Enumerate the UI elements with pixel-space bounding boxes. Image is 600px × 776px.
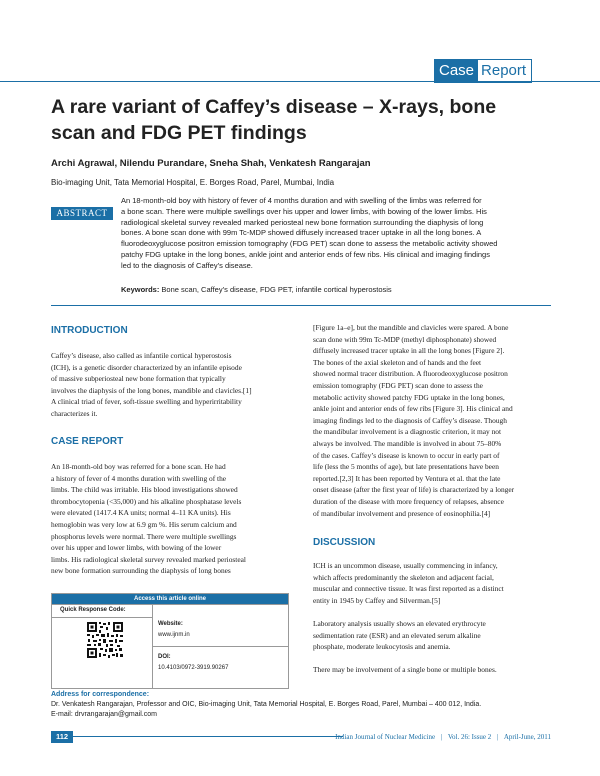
abstract-line: patchy FDG uptake in the long bones, ankle joint and anterior ends of few ribs. His clinical and imaging findings: [121, 249, 490, 259]
article-title: [51, 94, 571, 146]
text-line: diffusely increased tracer uptake in all the long bones [Figure 2].: [313, 346, 505, 356]
abstract-line: bones. A bone scan done with 99m Tc-MDP showed diffusely increased tracer uptake in all the long bones. A: [121, 228, 482, 238]
introduction-text: [51, 350, 287, 420]
text-line: which affects predominantly the skeleton and adjacent facial,: [313, 572, 494, 582]
abstract-text: [121, 196, 551, 272]
footer-rule: [73, 736, 343, 737]
text-line: of mandibular involvement and presence of eosinophilia.[4]: [313, 508, 491, 518]
journal-issue: Vol. 26: Issue 2: [447, 733, 492, 741]
badge-word-report: Report: [478, 60, 531, 82]
text-line: the mandibular involvement is a diagnostic criterion, it may not: [313, 427, 502, 437]
keywords: [121, 285, 551, 294]
text-line: of massive subperiosteal new bone formation that typically: [51, 374, 226, 384]
text-line: An 18-month-old boy was referred for a bone scan. He had: [51, 462, 226, 471]
title-line: scan and FDG PET findings: [51, 122, 307, 144]
abstract-line: radiological skeletal survey revealed marked periosteal new bone formation surrounding the diaphysis of long: [121, 217, 484, 227]
text-line: entity in 1945 by Caffey and Silverman.[5]: [313, 595, 441, 605]
journal-name: Indian Journal of Nuclear Medicine: [335, 733, 436, 741]
text-line: showed normal tracer distribution. A fluorodeoxyglucose positron: [313, 369, 508, 379]
text-line: limbs. His radiological skeletal survey revealed marked periosteal: [51, 554, 246, 564]
title-line: A rare variant of Caffey’s disease – X-rays, bone: [51, 96, 497, 118]
page-number: 112: [51, 731, 73, 743]
abstract-line: a bone scan. There were multiple swellings over his upper and lower limbs, with bowing of the lower limbs. His: [121, 206, 487, 216]
affiliation: Bio-imaging Unit, Tata Memorial Hospital, E. Borges Road, Parel, Mumbai, India: [51, 178, 335, 187]
text-line: limbs. The child was irritable. His blood investigations showed: [51, 485, 238, 495]
journal-info: Indian Journal of Nuclear Medicine | Vol. 26: Issue 2 | April-June, 2011: [335, 733, 551, 741]
introduction-heading: INTRODUCTION: [51, 325, 128, 336]
text-line: over his upper and lower limbs, with bowing of the lower: [51, 543, 222, 553]
text-line: onset disease (after the first year of life) is characterized by a longer: [313, 485, 515, 495]
abstract-line: led to the diagnosis of Caffey’s disease.: [121, 260, 253, 270]
text-line: muscular and connective tissue. It was first reported as a distinct: [313, 584, 504, 594]
text-line: always be involved. The mandible is involved in about 75–80%: [313, 438, 502, 448]
qr-label: Quick Response Code:: [60, 607, 126, 613]
text-line: sedimentation rate (ESR) and an elevated serum alkaline: [313, 630, 481, 640]
text-line: emission tomography (FDG PET) scan done to assess the: [313, 380, 483, 390]
discussion-text: [313, 560, 551, 676]
text-line: scan done with 99m Tc-MDP (methyl diphosphonate) showed: [313, 334, 497, 344]
text-line: The bones of the axial skeleton and of hands and the feet: [313, 357, 482, 367]
text-line: life (less the 5 months of age), but late presentations have been: [313, 462, 499, 472]
badge-word-case: Case: [435, 60, 478, 82]
text-line: [Figure 1a–e], but the mandible and clavicles were spared. A bone: [313, 323, 509, 332]
abstract-label: ABSTRACT: [51, 207, 113, 220]
text-line: thrombocytopenia (<35,000) and his alkaline phosphatase levels: [51, 496, 242, 506]
text-line: (ICH), is a genetic disorder characterized by an infantile episode: [51, 362, 242, 372]
discussion-heading: DISCUSSION: [313, 537, 376, 548]
text-line: reported.[2,3] It has been reported by Ventura et al. that the late: [313, 473, 501, 483]
journal-date: April-June, 2011: [503, 733, 551, 741]
text-line: ICH is an uncommon disease, usually commencing in infancy,: [313, 561, 498, 570]
correspondence-email[interactable]: E-mail: drvrangarajan@gmail.com: [51, 711, 157, 718]
text-line: phosphate, moderate leukocytosis and anemia.: [313, 642, 451, 652]
page-footer: [51, 731, 551, 743]
text-line: new bone formation surrounding the diaphysis of long bones: [51, 566, 231, 576]
authors: Archi Agrawal, Nilendu Purandare, Sneha Shah, Venkatesh Rangarajan: [51, 158, 371, 169]
text-line: ankle joint and anterior ends of few ribs [Figure 3]. His clinical and: [313, 404, 513, 414]
website-label: Website:: [158, 621, 183, 627]
text-line: involves the diaphysis of the long bones, mandible and clavicles.[1]: [51, 385, 252, 395]
case-report-continued-text: [313, 322, 551, 519]
header-divider: [0, 81, 600, 82]
abstract-divider: [51, 305, 551, 306]
text-line: were elevated (1417.4 KA units; normal 4–11 KA units). His: [51, 508, 231, 518]
text-line: a history of fever of 4 months duration with swelling of the: [51, 473, 227, 483]
article-access-box: [51, 593, 289, 689]
text-line: characterizes it.: [51, 408, 98, 418]
case-report-text: [51, 461, 287, 577]
text-line: Laboratory analysis usually shows an elevated erythrocyte: [313, 618, 486, 628]
paragraph-gap: [313, 606, 551, 618]
keywords-list: Bone scan, Caffey’s disease, FDG PET, infantile cortical hyperostosis: [159, 285, 392, 294]
text-line: duration of the disease with more frequency of relapses, absence: [313, 496, 504, 506]
text-line: Caffey’s disease, also called as infantile cortical hyperostosis: [51, 351, 232, 360]
access-box-header: Access this article online: [52, 594, 288, 604]
website-link[interactable]: www.ijnm.in: [158, 632, 190, 638]
text-line: A clinical triad of fever, soft-tissue swelling and hyperirritability: [51, 397, 242, 407]
keywords-label: Keywords:: [121, 285, 160, 294]
article-type-badge: [434, 59, 532, 83]
doi-label: DOI:: [158, 654, 171, 660]
correspondence-address: Dr. Venkatesh Rangarajan, Professor and OIC, Bio-imaging Unit, Tata Memorial Hospital, E. Borges Road, Parel, Mumbai – 400 012, India.: [51, 701, 482, 708]
text-line: of the cases. Caffey’s disease is known to occur in early part of: [313, 450, 500, 460]
text-line: phosphorus levels were normal. There were multiple swellings: [51, 531, 237, 541]
text-line: There may be involvement of a single bone or multiple bones.: [313, 665, 497, 675]
text-line: imaging findings led to the diagnosis of Caffey’s disease. Though: [313, 415, 507, 425]
abstract-line: fluorodeoxyglucose positron emission tomography (FDG PET) scan done to assess the metabolic activity showed: [121, 239, 498, 249]
paragraph-gap: [313, 653, 551, 665]
doi-value[interactable]: 10.4103/0972-3919.90267: [158, 665, 229, 671]
abstract-line: An 18-month-old boy with history of fever of 4 months duration and with swelling of the limbs was referred for: [121, 196, 482, 205]
text-line: metabolic activity showed patchy FDG uptake in the long bones,: [313, 392, 505, 402]
case-report-heading: CASE REPORT: [51, 436, 124, 447]
text-line: hemoglobin was very low at 6.9 gm %. His serum calcium and: [51, 519, 237, 529]
correspondence-heading: Address for correspondence:: [51, 691, 150, 698]
qr-code-icon[interactable]: [86, 621, 124, 659]
